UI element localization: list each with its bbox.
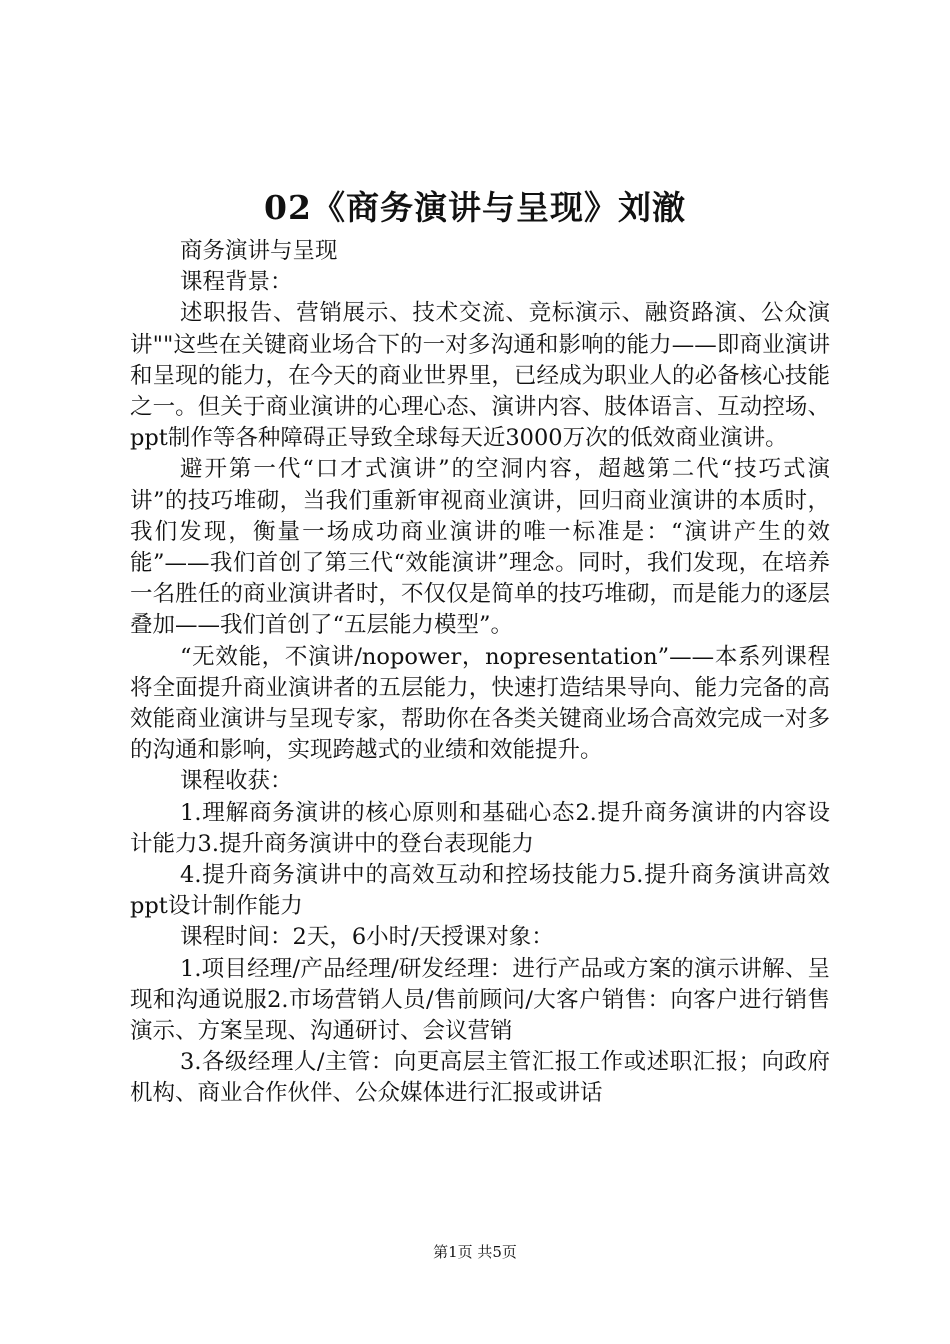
paragraph-audience-1: 1.项目经理/产品经理/研发经理：进行产品或方案的演示讲解、呈现和沟通说服2.市场营销人员/售前顾问/大客户销售：向客户进行销售演示、方案呈现、沟通研讨、会议营销 [130,955,830,1045]
paragraph-time-audience: 课程时间：2天，6小时/天授课对象： [180,924,554,951]
paragraph-background-1: 述职报告、营销展示、技术交流、竞标演示、融资路演、公众演讲""这些在关键商业场合下的一对多沟通和影响的能力——即商业演讲和呈现的能力，在今天的商业世界里，已经成为职业人的必备核心技能之一。但关于商业演讲的心理心态、演讲内容、肢体语言、互动控场、ppt制作等各种障碍正导致全球每天近3000万次的低效商业演讲。 [130,300,830,452]
paragraph-gains-1: 1.理解商务演讲的核心原则和基础心态2.提升商务演讲的内容设计能力3.提升商务演讲中的登台表现能力 [130,799,830,857]
document-title: 02《商务演讲与呈现》刘澈 [264,188,686,227]
paragraph-background-2: 避开第一代“口才式演讲”的空洞内容，超越第二代“技巧式演讲”的技巧堆砌，当我们重新审视商业演讲，回归商业演讲的本质时，我们发现，衡量一场成功商业演讲的唯一标准是：“演讲产生的效能”——我们首创了第三代“效能演讲”理念。同时，我们发现，在培养一名胜任的商业演讲者时，不仅仅是简单的技巧堆砌，而是能力的逐层叠加——我们首创了“五层能力模型”。 [130,456,830,639]
paragraph-background-3: “无效能，不演讲/nopower，nopresentation”——本系列课程将全面提升商业演讲者的五层能力，快速打造结果导向、能力完备的高效能商业演讲与呈现专家，帮助你在各类关键商业场合高效完成一对多的沟通和影响，实现跨越式的业绩和效能提升。 [130,643,830,764]
paragraph-background-heading: 课程背景： [180,269,293,296]
paragraph-gains-2: 4.提升商务演讲中的高效互动和控场技能力5.提升商务演讲高效ppt设计制作能力 [130,862,830,920]
paragraph-gains-heading: 课程收获： [180,768,293,795]
paragraph-audience-2: 3.各级经理人/主管：向更高层主管汇报工作或述职汇报；向政府机构、商业合作伙伴、公众媒体进行汇报或讲话 [130,1049,830,1107]
page-footer: 第1页 共5页 [433,1243,517,1261]
document-body [130,236,830,1110]
paragraph-subtitle: 商务演讲与呈现 [180,238,338,264]
